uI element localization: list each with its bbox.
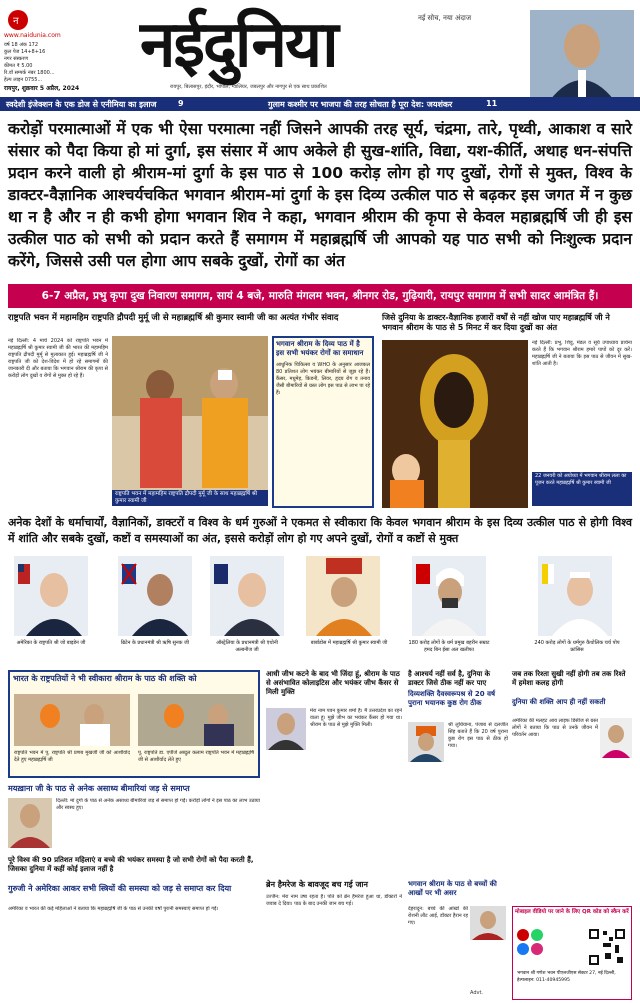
women-body: अमेरिका व भारत की कई महिलाओं ने बताया कि महाब्रह्मर्षि जी के पाठ से उनकी वर्षों पुरानी समस्याएं समाप्त हो गईं। xyxy=(8,906,219,912)
mid-headline: अनेक देशों के धर्माचार्यों, वैज्ञानिकों, डाक्टरों व विश्व के धर्म गुरुओं ने एकमत से स्वीकारा कि केवल भगवान श्रीराम के इस दिव्य उत्कील पाठ से होगी विश्व में शांति और सबके दुखों, कष्टों व समस्याओं का अंत, इससे करोड़ों लोग हो गए अपने दुखों, रोगों व कष्टों से मुक्त xyxy=(8,516,632,545)
main-headline: करोड़ों परमात्माओं में एक भी ऐसा परमात्मा नहीं जिसने आपकी तरह सूर्य, चंद्रमा, तारे, पृथ्वी, आकाश व सारे संसार को पैदा किया हो मां दुर्गा, इस संसार में आप अकेले ही सुख-शांति, विद्या, यश-कीर्ति, अथाह धन-संपत्ति प्रदान करने वाली हो श्रीराम-मां दुर्गा के इस पाठ से 100 करोड़ लोग हो गए दुखों, रोगों से मुक्त, विश्व के डाक्टर-वैज्ञानिक आश्चर्यचकित भगवान श्रीराम-मां दुर्गा के इस दिव्य उत्कील पाठ से बढ़कर इस जगत में न कुछ था न है और न ही कभी होगा भगवान शिव ने कहा, भगवान श्रीराम की कृपा से केवल महाब्रह्मर्षि जी ही इस उत्कील पाठ को सभी को प्रदान करते हैं समागम में महाब्रह्मर्षि जी आपको यह पाठ सभी को निःशुल्क प्रदान करेंगे, जिससे उसी पल होगा आप सबके दुखों, रोगों का अंत xyxy=(8,120,632,270)
president-section-title: राष्ट्रपति भवन में महामहिम राष्ट्रपति द्रौपदी मुर्मू जी से महाब्रह्मर्षि श्री कुमार स्वामी जी का अत्यंत गंभीर संवाद xyxy=(8,313,339,323)
event-banner: 6-7 अप्रैल, प्रभु कृपा दुख निवारण समागम, सायं 4 बजे, मारुति मंगलम भवन, श्रीनगर रोड, गुढ़ियारी, रायपुर समागम में सभी सादर आमंत्रित हैं। xyxy=(8,284,632,308)
leprosy-photo xyxy=(408,722,444,762)
site-url[interactable]: www.naidunia.com xyxy=(4,32,61,39)
facebook-icon[interactable] xyxy=(517,943,529,955)
doctors-section-title: जिसे दुनिया के डाक्टर-वैज्ञानिक हजारों वर्षों से नहीं खोज पाए महाब्रह्मर्षि जी ने भगवान श्रीराम के पाठ से 5 मिनट में कर दिया दुखों का अंत xyxy=(382,313,610,332)
relationship-title-2: दुनिया की शक्ति आप ही नहीं सकती xyxy=(512,698,606,706)
remedy-box xyxy=(272,336,374,508)
masthead xyxy=(0,0,640,95)
tagline: नई सोच, नया अंदाज xyxy=(418,14,472,22)
brain-body: उज्जैन: मेरा नाम उषा रहता है। पति को ब्रेन हैमरेज हुआ था, डॉक्टरों ने जवाब दे दिया। पाठ के बाद उनकी जान बच गई। xyxy=(266,894,402,907)
leader-caption-4: बार्बाडोस में महाब्रह्मर्षि श्री कुमार स्वामी जी xyxy=(310,640,388,646)
president-photo-caption: राष्ट्रपति भवन में महामहिम राष्ट्रपति द्रौपदी मुर्मू जी के साथ महाब्रह्मर्षि श्री कुमार स्वामी जी xyxy=(112,490,268,506)
leprosy-title: है आश्चर्य नहीं सर्व है, दुनिया के डाक्टर जिसे ठीक नहीं कर पाए xyxy=(408,670,491,687)
remedy-box-title: भगवान श्रीराम के दिव्य पाठ में है इस सभी भयंकर रोगों का समाधान xyxy=(276,340,364,357)
contact-line: भगवान श्री गणेश भवन पीएलजीएस सेक्टर 27, नई दिल्ली, हेल्पलाइन: 011-40945995 xyxy=(517,971,616,983)
leader-caption-6: 240 करोड़ लोगों के धर्मगुरु कैथोलिक चर्च पोप फ्रांसिस xyxy=(534,640,620,653)
brain-title: ब्रेन हैमरेज के बावजूद बच गई जान xyxy=(266,880,368,889)
diseases-title: मयख़ाना जी के पाठ से अनेक असाध्य बीमारियां जड़ से समाप्त xyxy=(8,784,190,793)
leader-photo-4 xyxy=(306,556,380,636)
cancer-body: मेरा नाम पवन कुमार शर्मा है। मैं उत्तरप्रदेश का रहने वाला हूं। मुझे जीभ का भयंकर कैंसर हो गया था। श्रीराम के पाठ से मुझे मुक्ति मिली। xyxy=(310,708,402,728)
qr-box xyxy=(512,906,632,1000)
relationship-title: जब तक रिश्ता सुखी नहीं होगी तब तक रिश्ते में हमेशा कलह होगी xyxy=(512,670,626,687)
leader-photo-2 xyxy=(118,556,192,636)
teaser-right-page: 11 xyxy=(486,99,498,108)
women-title: पूरे विश्व की 90 प्रतिशत महिलाएं व बच्चे की भयंकर समस्या है जो सभी रोगों को पैदा करती हैं, जिसका दुनिया में कहीं कोई इलाज नहीं है xyxy=(8,856,254,873)
leader-photo-1 xyxy=(14,556,88,636)
remedy-box-body: आधुनिक चिकित्सा व WHO के अनुसार आजकल 80 प्रतिशत लोग भयंकर बीमारियों से जूझ रहे हैं। कैंसर, मधुमेह, किडनी, लिवर, हृदय रोग व तनाव जैसी बीमारियों से ग्रस्त लोग इस पाठ से लाभ पा रहे हैं। xyxy=(276,362,370,396)
leader-photo-5 xyxy=(412,556,486,636)
issue-meta: वर्ष 18 अंक 172 कुल पेज 14+8+16 नगर संस्करण कीमत ₹ 5.00 रि.वॉ सम्पर्क नंबर 1800... हेल्प लाइन 0755... xyxy=(4,42,55,83)
leader-photo-3 xyxy=(210,556,284,636)
leader-caption-3: ऑस्ट्रेलिया के प्रधानमंत्री श्री एंथोनी अल्बनीज जी xyxy=(216,640,278,653)
relationship-body: अमेरिका की मलहट आय लाइफ डिसीज से ग्रस्त लोगों ने बताया कि पाठ से उनके जीवन में परिवर्तन आया। xyxy=(512,718,598,738)
teaser-left[interactable]: स्वदेशी इंजेक्शन के एक डोज से एनीमिया का इलाज xyxy=(6,100,157,109)
women-title-2: गुरुजी ने अमेरिका आकर सभी स्त्रियों की समस्या को जड़ से समाप्त कर दिया xyxy=(8,884,232,893)
leprosy-title-2: दिव्यशक्ति दैवस्वरूपश्र से 20 वर्ष पुराना भयानक कुष्ठ रोग ठीक xyxy=(408,690,496,707)
leader-caption-1: अमेरिका के राष्ट्रपति श्री जो बाइडेन जी xyxy=(16,640,86,646)
kalam-caption: पू. राष्ट्रपति डा. एपीजे अब्दुल कलाम राष्ट्रपति भवन में महाब्रह्मर्षि जी से आशीर्वाद लेते हुए xyxy=(138,750,254,763)
cancer-photo xyxy=(266,708,306,750)
editions-line: रायपुर, बिलासपुर, इंदौर, भोपाल, ग्वालियर, जबलपुर और नागपुर से एक साथ प्रकाशित xyxy=(170,84,327,90)
issue-date: रायपुर, शुक्रवार 5 अप्रैल, 2024 xyxy=(4,85,80,92)
eyes-body: देहरादून: बच्चे की आंखों की रोशनी लौट आई, डॉक्टर हैरान रह गए। xyxy=(408,906,468,926)
advt-label: Advt. xyxy=(470,990,484,996)
qr-code-icon[interactable] xyxy=(587,927,627,967)
whatsapp-icon[interactable] xyxy=(531,929,543,941)
relationship-photo xyxy=(600,718,632,758)
teaser-photo xyxy=(530,10,634,100)
ram-lalla-photo xyxy=(382,340,528,508)
diseases-photo xyxy=(8,798,52,848)
teaser-right[interactable]: गुलाम कश्मीर पर भाजपा की तरह सोचता है पूरा देश: जयशंकर xyxy=(268,100,453,109)
cancer-title: आधी जीभ कटने के बाद भी जिंदा हूं, श्रीराम के पाठ से असंभावित कोलाइटिस और भयंकर जीभ कैंसर से मिली मुक्ति xyxy=(266,670,400,696)
svg-text:न: न xyxy=(13,16,19,27)
ram-lalla-caption: 22 जनवरी को अयोध्या में भगवान श्रीराम लला का पूजन करते महाब्रह्मर्षि श्री कुमार स्वामी जी xyxy=(532,472,632,506)
presidents-box-title: भारत के राष्ट्रपतियों ने भी स्वीकारा श्रीराम के पाठ की शक्ति को xyxy=(13,674,197,683)
pranab-photo xyxy=(14,694,130,746)
teaser-bar xyxy=(0,97,640,111)
leader-photo-6 xyxy=(538,556,612,636)
instagram-icon[interactable] xyxy=(531,943,543,955)
teaser-left-page: 9 xyxy=(178,99,184,108)
president-photo xyxy=(112,336,268,506)
eyes-title: भगवान श्रीराम के पाठ से बच्चों की आखों पर भी असर xyxy=(408,880,497,897)
youtube-icon[interactable] xyxy=(517,929,529,941)
presidents-box xyxy=(8,670,260,778)
leader-caption-5: 180 करोड़ लोगों के धर्म प्रमुख बहरीन सम्राट हमद बिन ईसा अल खलीफा xyxy=(408,640,490,653)
masthead-title: नईदुनिया xyxy=(140,8,337,82)
doctors-section-body: नई दिल्ली: प्रभु, शिवु, मंडल व सूर्य उपाध्याय प्रार्थना करते हैं कि भगवान श्रीराम हमारे पापों को दूर करें। महाब्रह्मर्षि जी ने बताया कि इस पाठ से जीवन में सुख-शांति आती है। xyxy=(532,340,632,367)
president-section-body: नई दिल्ली: 4 मार्च 2024 को राष्ट्रपति भवन में महाब्रह्मर्षि श्री कुमार स्वामी जी की भारत की महामहिम राष्ट्रपति द्रौपदी मुर्मू से मुलाकात हुई। महाब्रह्मर्षि जी ने राष्ट्रपति जी को देश-विदेश में हो रहे समागमों की जानकारी दी और बताया कि भगवान श्रीराम की कृपा से करोड़ों लोग दुखों व रोगों से मुक्त हो रहे हैं। xyxy=(8,338,108,379)
leader-caption-2: ब्रिटेन के प्रधानमंत्री श्री ऋषि सुनक जी xyxy=(120,640,190,646)
leprosy-body: श्री लुधियाना, पंजाब से दलजीत सिंह बताते हैं कि 20 वर्ष पुराना कुष्ठ रोग इस पाठ से ठीक हो गया। xyxy=(448,722,508,749)
kalam-photo xyxy=(138,694,254,746)
eyes-photo xyxy=(470,906,506,940)
pranab-caption: राष्ट्रपति भवन में पू. राष्ट्रपति श्री प्रणब मुखर्जी जी को आशीर्वाद देते हुए महाब्रह्मर्षि जी xyxy=(14,750,130,763)
diseases-body: दिल्ली: मां दुर्गा के पाठ से अनेक असाध्य बीमारियां जड़ से समाप्त हो गईं। करोड़ों लोगों ने इस पाठ का लाभ उठाया और स्वस्थ हुए। xyxy=(56,798,260,811)
qr-label: मोबाइल वीडियो पर जाने के लिए QR कोड को स्कैन करें xyxy=(515,909,629,915)
